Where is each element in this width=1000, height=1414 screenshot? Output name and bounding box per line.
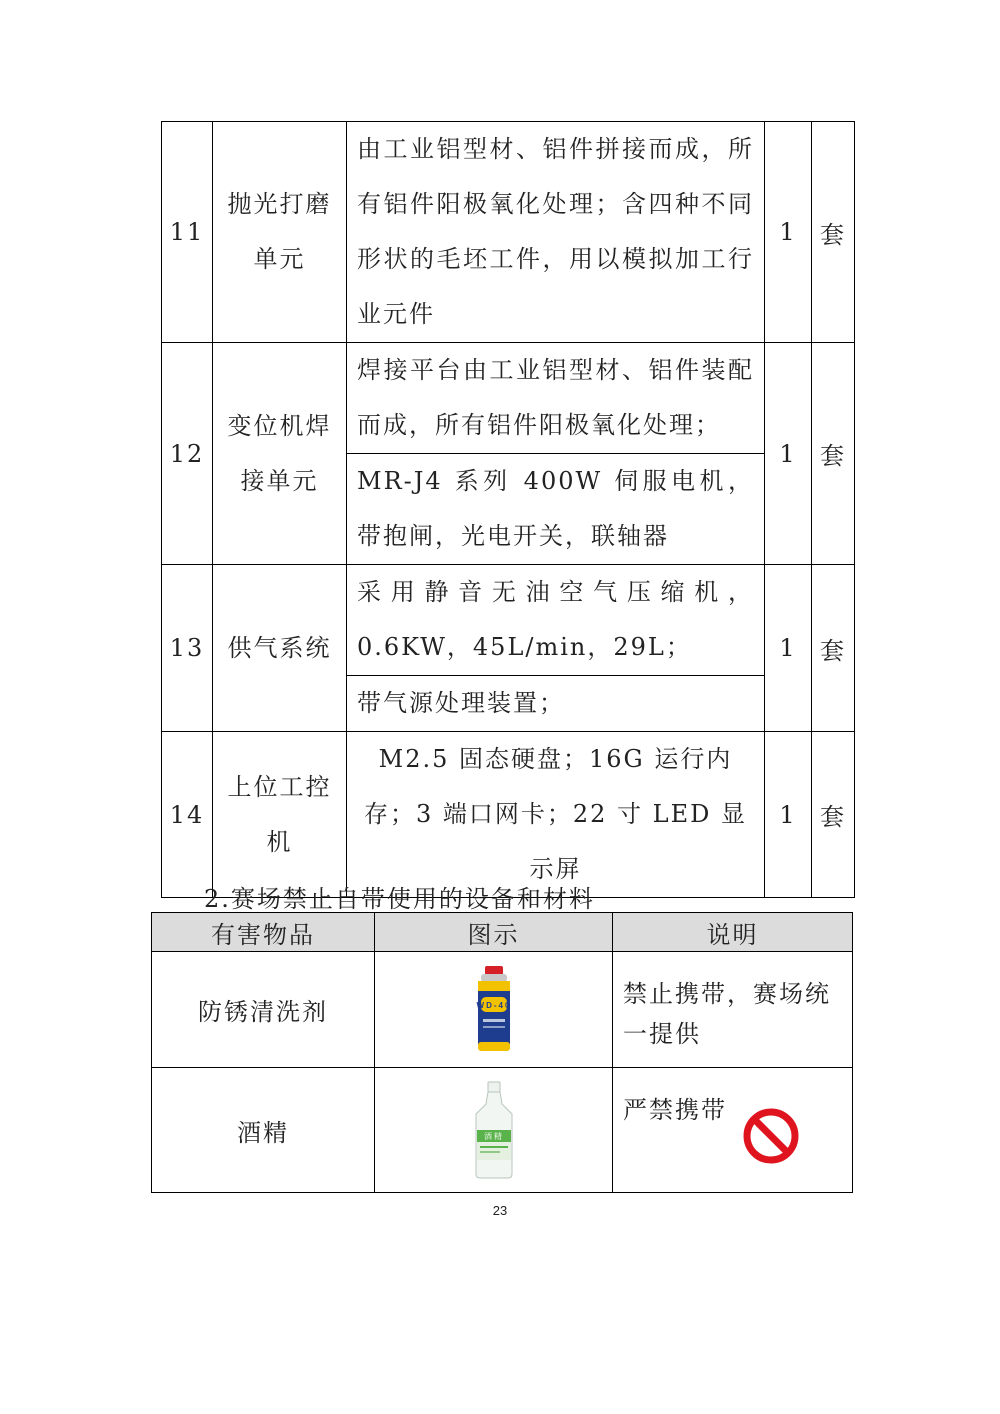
table-row xyxy=(152,952,853,1068)
row-number: 14 xyxy=(162,732,213,898)
item-description: 焊接平台由工业铝型材、铝件装配而成，所有铝件阳极氧化处理； xyxy=(347,343,765,454)
row-number: 12 xyxy=(162,343,213,565)
table-row xyxy=(152,1068,853,1193)
item-quantity: 1 xyxy=(765,343,812,565)
hazard-table xyxy=(151,912,853,1193)
item-description: 由工业铝型材、铝件拼接而成，所有铝件阳极氧化处理；含四种不同形状的毛坯工件，用以模拟加工行业元件 xyxy=(347,122,765,343)
can-label: WD-40 xyxy=(476,1000,511,1010)
alcohol-bottle-icon xyxy=(466,1080,522,1180)
page-number: 23 xyxy=(492,1203,508,1218)
item-unit: 套 xyxy=(812,343,855,565)
table-row xyxy=(162,122,855,343)
item-name: 变位机焊接单元 xyxy=(213,343,347,565)
item-quantity: 1 xyxy=(765,732,812,898)
item-description: 采用静音无油空气压缩机，0.6KW，45L/min，29L； xyxy=(347,565,765,676)
hazard-name: 防锈清洗剂 xyxy=(152,952,375,1068)
item-description: M2.5 固态硬盘；16G 运行内存；3 端口网卡；22 寸 LED 显示屏 xyxy=(347,732,765,898)
item-description: 带气源处理装置； xyxy=(347,676,765,732)
header-illustration: 图示 xyxy=(375,913,613,952)
bottle-label: 酒精 xyxy=(483,1132,504,1141)
hazard-name: 酒精 xyxy=(152,1068,375,1193)
item-name: 上位工控机 xyxy=(213,732,347,898)
item-unit: 套 xyxy=(812,732,855,898)
header-description: 说明 xyxy=(613,913,853,952)
hazard-note-text: 严禁携带 xyxy=(623,1096,727,1124)
equipment-table xyxy=(161,121,855,898)
header-hazard-item: 有害物品 xyxy=(152,913,375,952)
prohibited-icon xyxy=(741,1106,801,1166)
row-number: 13 xyxy=(162,565,213,732)
row-number: 11 xyxy=(162,122,213,343)
section-heading: 2.赛场禁止自带使用的设备和材料 xyxy=(204,885,595,913)
item-name: 供气系统 xyxy=(213,565,347,732)
item-quantity: 1 xyxy=(765,565,812,732)
hazard-image xyxy=(375,1068,613,1193)
hazard-note: 禁止携带，赛场统一提供 xyxy=(613,952,853,1068)
item-unit: 套 xyxy=(812,565,855,732)
hazard-image xyxy=(375,952,613,1068)
table-row xyxy=(162,732,855,898)
item-name: 抛光打磨单元 xyxy=(213,122,347,343)
hazard-note xyxy=(613,1068,853,1193)
table-header-row xyxy=(152,913,853,952)
item-quantity: 1 xyxy=(765,122,812,343)
spray-can-icon xyxy=(472,964,516,1056)
item-description: MR-J4 系列 400W 伺服电机，带抱闸，光电开关，联轴器 xyxy=(347,454,765,565)
item-unit: 套 xyxy=(812,122,855,343)
table-row xyxy=(162,343,855,454)
table-row xyxy=(162,565,855,676)
